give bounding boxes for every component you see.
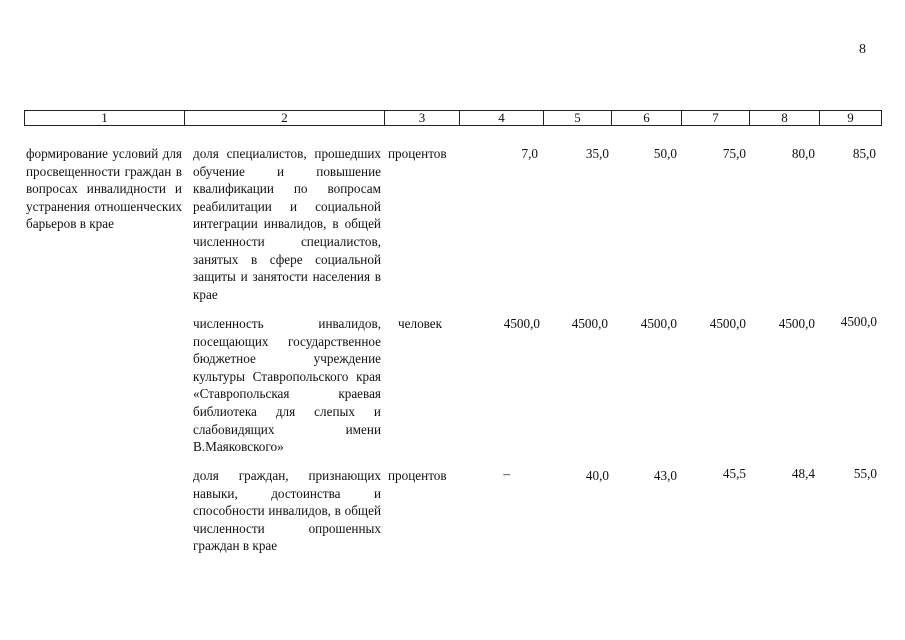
value-cell: 4500,0 (778, 316, 815, 331)
value-cell: – (503, 466, 510, 481)
value-cell: 43,0 (653, 468, 677, 483)
column-number: 1 (25, 111, 185, 126)
column-number: 9 (820, 111, 882, 126)
column-number: 5 (544, 111, 612, 126)
column-number: 4 (460, 111, 544, 126)
value-cell: 4500,0 (503, 316, 540, 331)
indicator-text: доля специалистов, прошедших обучение и повышение квалификации по вопросам реабилитации и социальной интеграции инвалидов, в общей численности специалистов, занятых в сфере социальной защиты и занятости населения в крае (193, 146, 381, 302)
unit-text: процентов (388, 468, 447, 483)
value-cell: 35,0 (585, 146, 609, 161)
value-cell: 4500,0 (640, 316, 677, 331)
unit-text: процентов (388, 146, 447, 161)
page-number: 8 (859, 42, 866, 57)
value-cell: 4500,0 (709, 316, 746, 331)
column-number: 6 (612, 111, 682, 126)
value-cell: 4500,0 (840, 314, 877, 329)
value-cell: 48,4 (791, 466, 815, 481)
value-cell: 4500,0 (571, 316, 608, 331)
value-cell: 7,0 (521, 146, 538, 161)
column-number-header (24, 110, 882, 126)
indicator-text: численность инвалидов, посещающих государственное бюджетное учреждение культуры Ставропольского края «Ставропольская краевая библиотека для слепых и слабовидящих имени В.Маяковского» (193, 316, 381, 455)
column-number: 7 (682, 111, 750, 126)
goal-text: формирование условий для просвещенности граждан в вопросах инвалидности и устранения отношенческих барьеров в крае (26, 146, 182, 232)
unit-text: человек (398, 316, 443, 331)
column-number: 2 (185, 111, 385, 126)
value-cell: 80,0 (791, 146, 815, 161)
indicator-text: доля граждан, признающих навыки, достоинства и способности инвалидов, в общей численности опрошенных граждан в крае (193, 468, 381, 554)
value-cell: 75,0 (722, 146, 746, 161)
column-number: 3 (385, 111, 460, 126)
value-cell: 45,5 (722, 466, 746, 481)
value-cell: 55,0 (853, 466, 877, 481)
value-cell: 40,0 (585, 468, 609, 483)
value-cell: 50,0 (653, 146, 677, 161)
column-number: 8 (750, 111, 820, 126)
value-cell: 85,0 (852, 146, 876, 161)
